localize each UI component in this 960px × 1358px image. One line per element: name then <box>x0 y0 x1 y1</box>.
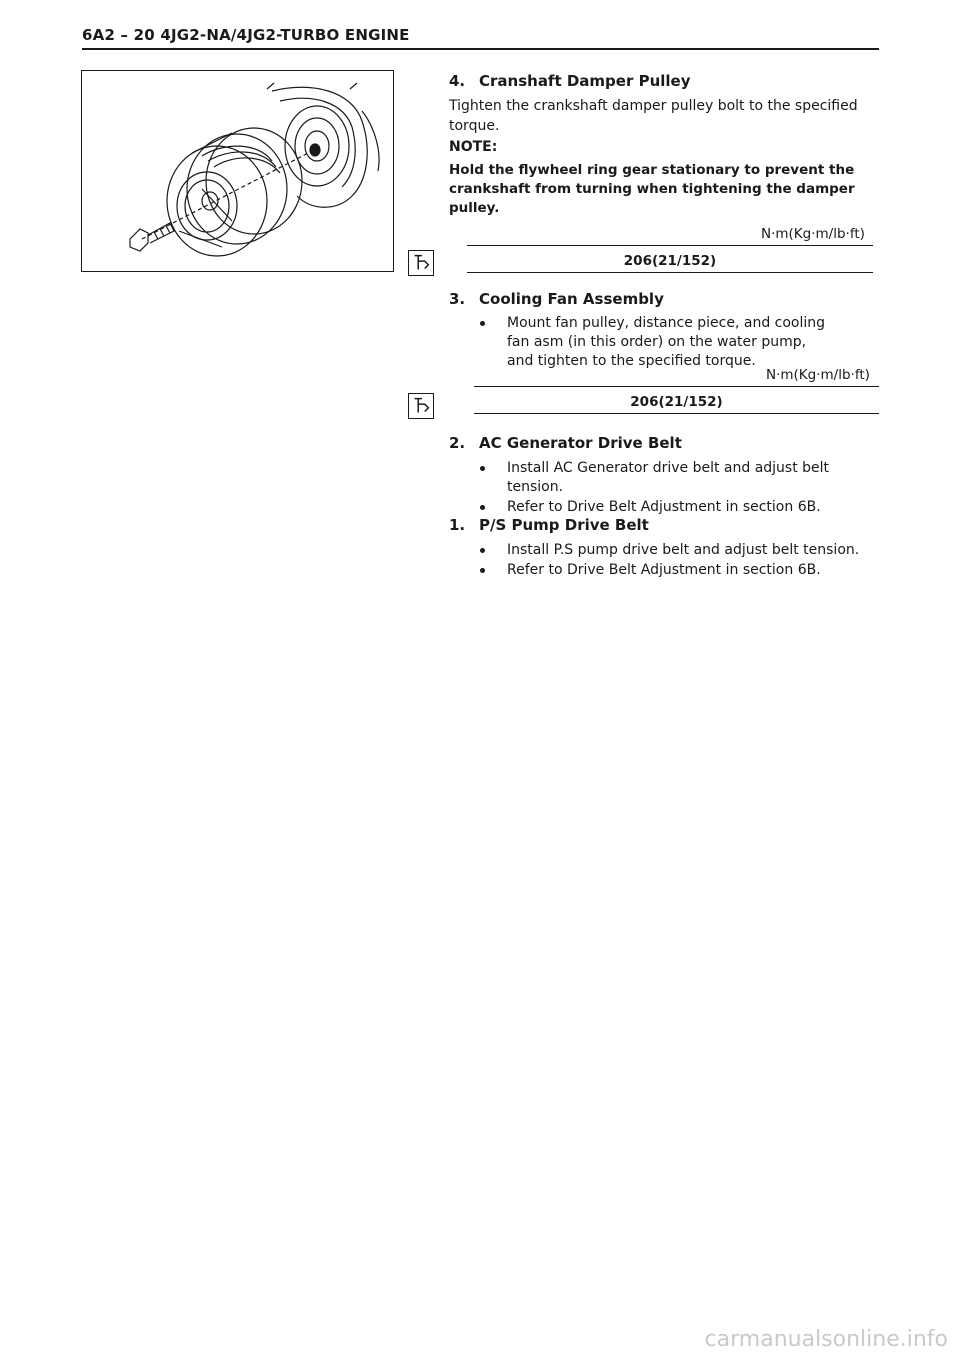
list-item: Install P.S pump drive belt and adjust belt tension. <box>475 541 895 560</box>
section-1-bullets <box>475 541 895 581</box>
section-4-text: Tighten the crankshaft damper pulley bolt to the specified torque. <box>449 98 858 134</box>
section-2-bullets <box>475 459 855 518</box>
bullet-icon <box>480 505 485 510</box>
section-3-bullets <box>475 314 835 372</box>
torque-table-top-rule <box>467 245 873 246</box>
bullet-icon <box>480 548 485 553</box>
torque-value: 206(21/152) <box>630 394 723 410</box>
note-text: Hold the flywheel ring gear stationary to prevent the crankshaft from turning when tightening the damper pulley. <box>449 162 855 216</box>
bullet-icon <box>480 568 485 573</box>
damper-pulley-figure <box>81 70 394 272</box>
torque-unit-label: N·m(Kg·m/lb·ft) <box>766 367 870 383</box>
section-4-title: 4. Cranshaft Damper Pulley <box>449 72 691 90</box>
crankshaft-damper-pulley-illustration <box>82 71 393 271</box>
watermark: carmanualsonline.info <box>704 1327 948 1352</box>
list-item: Mount fan pulley, distance piece, and cooling fan asm (in this order) on the water pump, and tighten to the specified torque. <box>475 314 835 371</box>
torque-unit-label: N·m(Kg·m/lb·ft) <box>761 226 865 242</box>
bullet-icon <box>480 321 485 326</box>
bullet-icon <box>480 466 485 471</box>
list-item: Refer to Drive Belt Adjustment in section 6B. <box>475 561 895 580</box>
section-2-title: 2. AC Generator Drive Belt <box>449 434 682 452</box>
torque-value: 206(21/152) <box>623 253 717 269</box>
torque-table-top-rule <box>474 386 879 387</box>
torque-table-bottom-rule <box>474 413 879 414</box>
list-item: Refer to Drive Belt Adjustment in section 6B. <box>475 498 855 517</box>
torque-wrench-icon <box>408 250 434 276</box>
header-rule <box>82 48 879 50</box>
page-header: 6A2 – 20 4JG2-NA/4JG2-TURBO ENGINE <box>82 26 410 44</box>
torque-wrench-icon <box>408 393 434 419</box>
section-1-title: 1. P/S Pump Drive Belt <box>449 516 649 534</box>
section-3-title: 3. Cooling Fan Assembly <box>449 290 664 308</box>
note-label: NOTE: <box>449 139 498 155</box>
torque-table-bottom-rule <box>467 272 873 273</box>
list-item: Install AC Generator drive belt and adjust belt tension. <box>475 459 855 497</box>
